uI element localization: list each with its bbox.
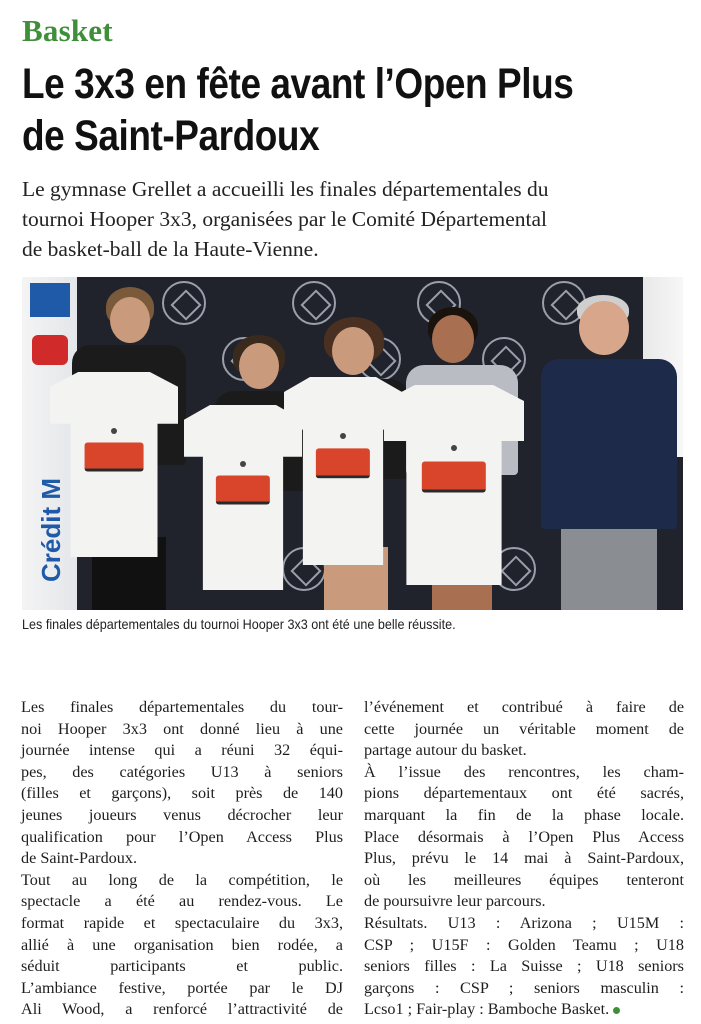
photo-caption: Les finales départementales du tournoi Hooper 3x3 ont été une belle réussite. [22,616,456,632]
shirt-print [422,462,486,493]
body-line-text: Lcso1 ; Fair-play : Bamboche Basket. [364,1000,610,1019]
body-column-left [21,697,343,1021]
body-line: journée intense qui a réuni 32 équi- [21,741,343,760]
section-rubric: Basket [22,13,113,48]
body-line: de poursuivre leur parcours. [364,892,546,911]
body-line: L’ambiance festive, portée par le DJ [21,978,343,997]
body-line: Résultats. U13 : Arizona ; U15M : [364,913,684,932]
body-column-right [364,697,684,1021]
body-line: Plus, prévu le 14 mai à Saint-Pardoux, [364,849,684,868]
lede-line: tournoi Hooper 3x3, organisées par le Comité Départemental [22,207,548,231]
lede-paragraph [22,174,682,264]
face [579,301,629,355]
body-line: (filles et garçons), soit près de 140 [21,784,343,803]
body-line: spectacle a été au rendez-vous. Le [21,892,343,911]
face [332,327,374,375]
headline [22,58,590,162]
body-line: cette journée un véritable moment de [364,719,684,738]
shirt-logo-dot [111,428,117,434]
banner-brand-text: Crédit M [36,478,66,582]
end-of-article-dot-icon [613,1007,620,1014]
shirt-logo-dot [340,433,346,439]
body-line: À l’issue des rencontres, les cham- [364,762,684,781]
body-line: Place désormais à l’Open Plus Access [364,827,684,846]
body-line: garçons : CSP ; seniors masculin : [364,978,684,997]
body-line: marquant la fin de la phase locale. [364,805,684,824]
coach-figure [527,295,683,610]
body-line-final [364,999,684,1021]
body-line: jeunes joueurs venus décrocher leur [21,805,343,824]
face [432,315,474,363]
body-line: CSP ; U15F : Golden Teamu ; U18 [364,935,684,954]
lede-line: Le gymnase Grellet a accueilli les finales départementales du [22,177,549,201]
body-line: l’événement et contribué à faire de [364,698,684,716]
jacket [541,359,677,529]
body-line: allié à une organisation bien rodée, a [21,935,343,954]
shirt-print [316,449,370,478]
article-photo [22,277,683,610]
body-line: format rapide et spectaculaire du 3x3, [21,913,343,932]
body-line: Ali Wood, a renforcé l’attractivité de [21,1000,343,1019]
body-line: Les finales départementales du tour- [21,698,343,716]
body-line: qualification pour l’Open Access Plus [21,827,343,846]
trousers [561,529,657,610]
headline-line: Le 3x3 en fête avant l’Open Plus [22,60,574,108]
headline-line: de Saint-Pardoux [22,112,320,160]
shirt-logo-dot [240,461,246,467]
body-line: où les meilleures équipes tenteront [364,870,684,889]
lede-line: de basket-ball de la Haute-Vienne. [22,237,319,261]
body-line: pes, des catégories U13 à seniors [21,762,343,781]
body-line: de Saint-Pardoux. [21,849,137,868]
face [110,297,150,343]
body-line: pions départementaux ont été sacrés, [364,784,684,803]
body-line: seniors filles : La Suisse ; U18 seniors [364,957,684,976]
body-line: Tout au long de la compétition, le [21,870,343,889]
shirt-logo-dot [451,445,457,451]
body-line: séduit participants et public. [21,957,343,976]
body-line: noi Hooper 3x3 ont donné lieu à une [21,719,343,738]
body-line: partage autour du basket. [364,741,527,760]
shirt-print [216,476,270,505]
face [239,343,279,389]
shirt-print [85,443,144,472]
